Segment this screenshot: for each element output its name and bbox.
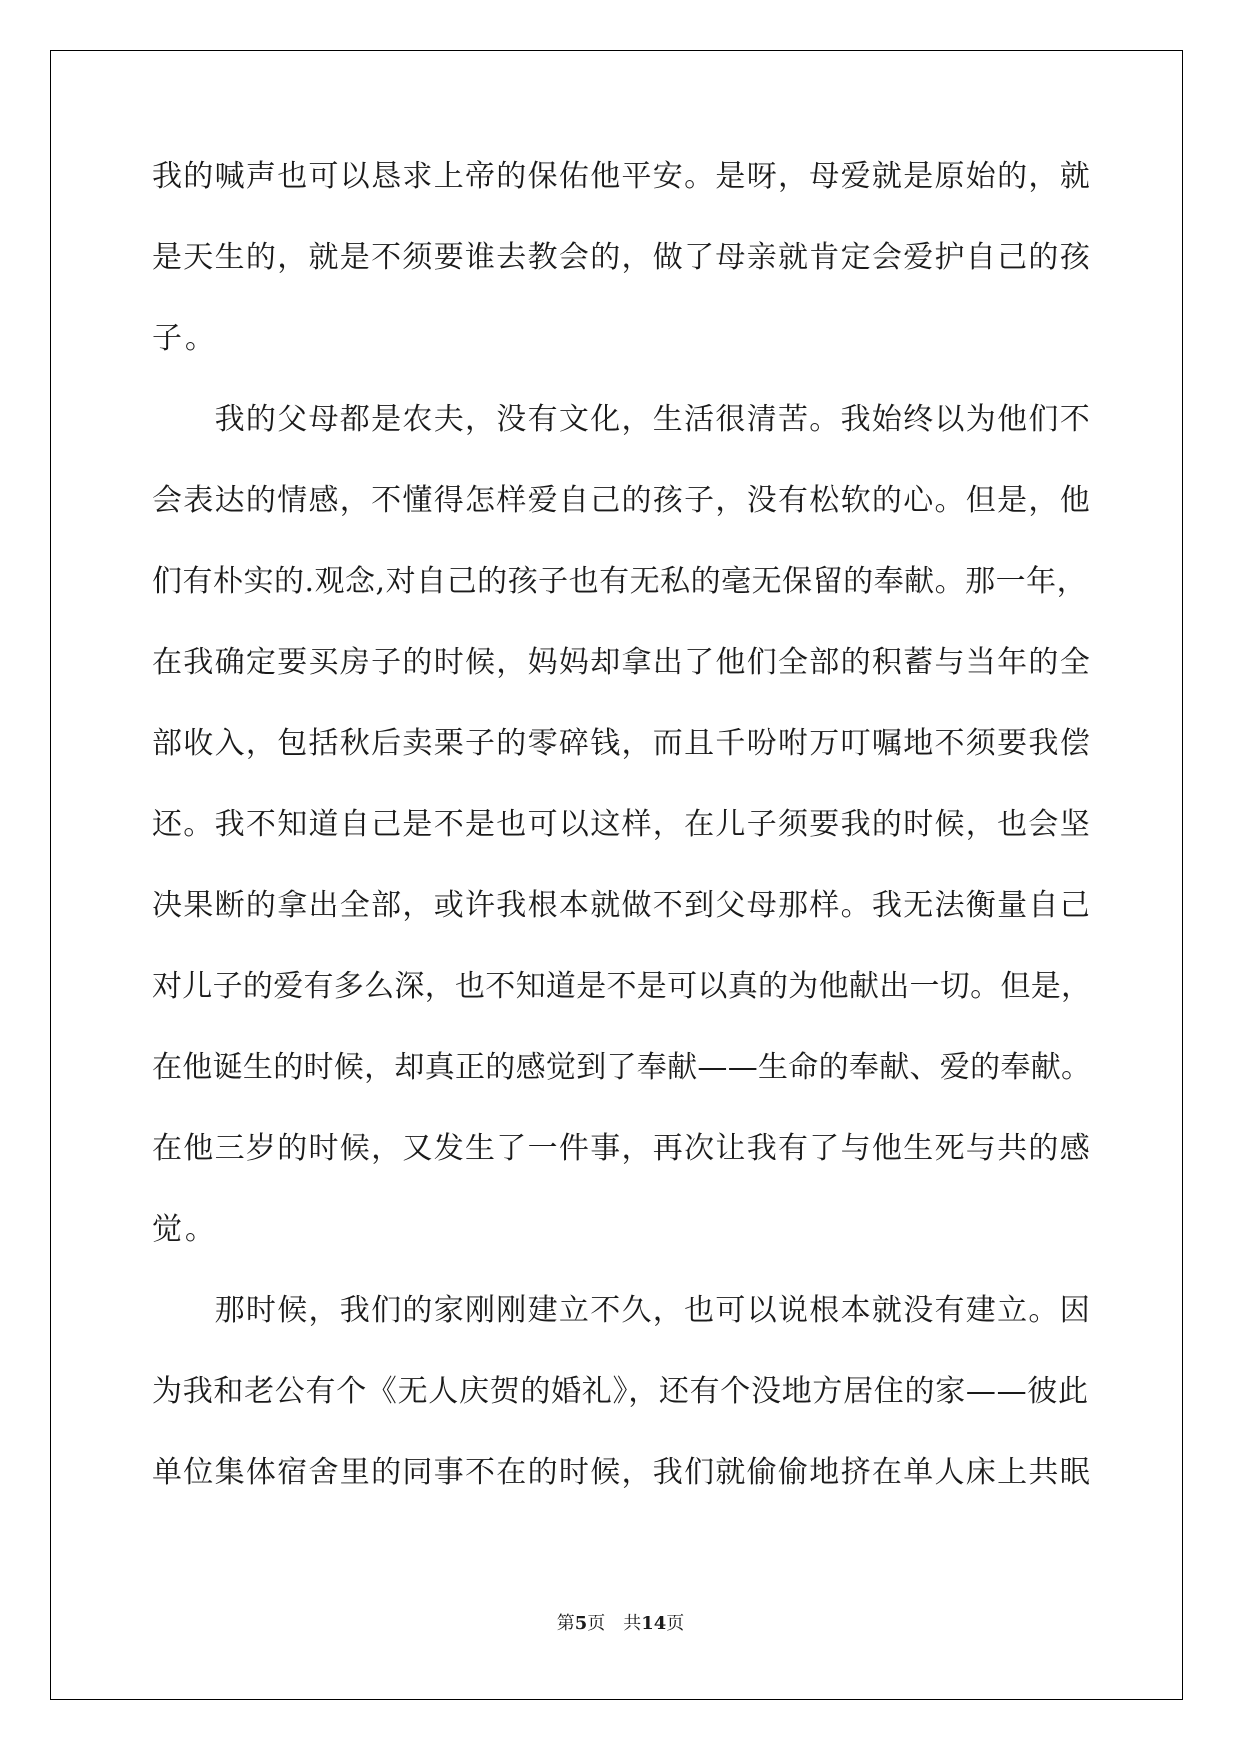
text-line: 觉。 xyxy=(152,1212,218,1247)
text-line: 会表达的情感，不懂得怎样爱自己的孩子，没有松软的心。但是，他 xyxy=(152,483,1091,518)
text-line: 还。我不知道自己是不是也可以这样，在儿子须要我的时候，也会坚 xyxy=(152,807,1091,842)
text-line: 为我和老公有个《无人庆贺的婚礼》，还有个没地方居住的家——彼此 xyxy=(152,1374,1089,1409)
text-line: 在他三岁的时候，又发生了一件事，再次让我有了与他生死与共的感 xyxy=(152,1131,1091,1166)
document-body xyxy=(152,160,1092,1537)
total-prefix: 共 xyxy=(623,1613,642,1634)
total-pages: 14 xyxy=(641,1613,667,1634)
text-line: 子。 xyxy=(152,321,218,356)
page-suffix: 页 xyxy=(587,1613,606,1634)
text-line: 我的父母都是农夫，没有文化，生活很清苦。我始终以为他们不 xyxy=(152,402,1091,437)
text-line: 决果断的拿出全部，或许我根本就做不到父母那样。我无法衡量自己 xyxy=(152,888,1091,923)
page-footer xyxy=(0,1614,1241,1634)
text-line: 单位集体宿舍里的同事不在的时候，我们就偷偷地挤在单人床上共眠 xyxy=(152,1455,1091,1490)
text-line: 在他诞生的时候，却真正的感觉到了奉献——生命的奉献、爱的奉献。 xyxy=(152,1050,1092,1085)
page-prefix: 第 xyxy=(556,1613,575,1634)
text-line: 是天生的，就是不须要谁去教会的，做了母亲就肯定会爱护自己的孩 xyxy=(152,240,1091,275)
page-number: 5 xyxy=(574,1613,588,1634)
text-line: 那时候，我们的家刚刚建立不久，也可以说根本就没有建立。因 xyxy=(152,1293,1091,1328)
text-line: 部收入，包括秋后卖栗子的零碎钱，而且千吩咐万叮嘱地不须要我偿 xyxy=(152,726,1091,761)
text-line: 在我确定要买房子的时候，妈妈却拿出了他们全部的积蓄与当年的全 xyxy=(152,645,1091,680)
text-line: 对儿子的爱有多么深，也不知道是不是可以真的为他献出一切。但是， xyxy=(152,969,1092,1004)
text-line: 们有朴实的.观念,对自己的孩子也有无私的毫无保留的奉献。那一年， xyxy=(152,564,1088,599)
total-suffix: 页 xyxy=(666,1613,685,1634)
text-line: 我的喊声也可以恳求上帝的保佑他平安。是呀，母爱就是原始的，就 xyxy=(152,159,1091,194)
